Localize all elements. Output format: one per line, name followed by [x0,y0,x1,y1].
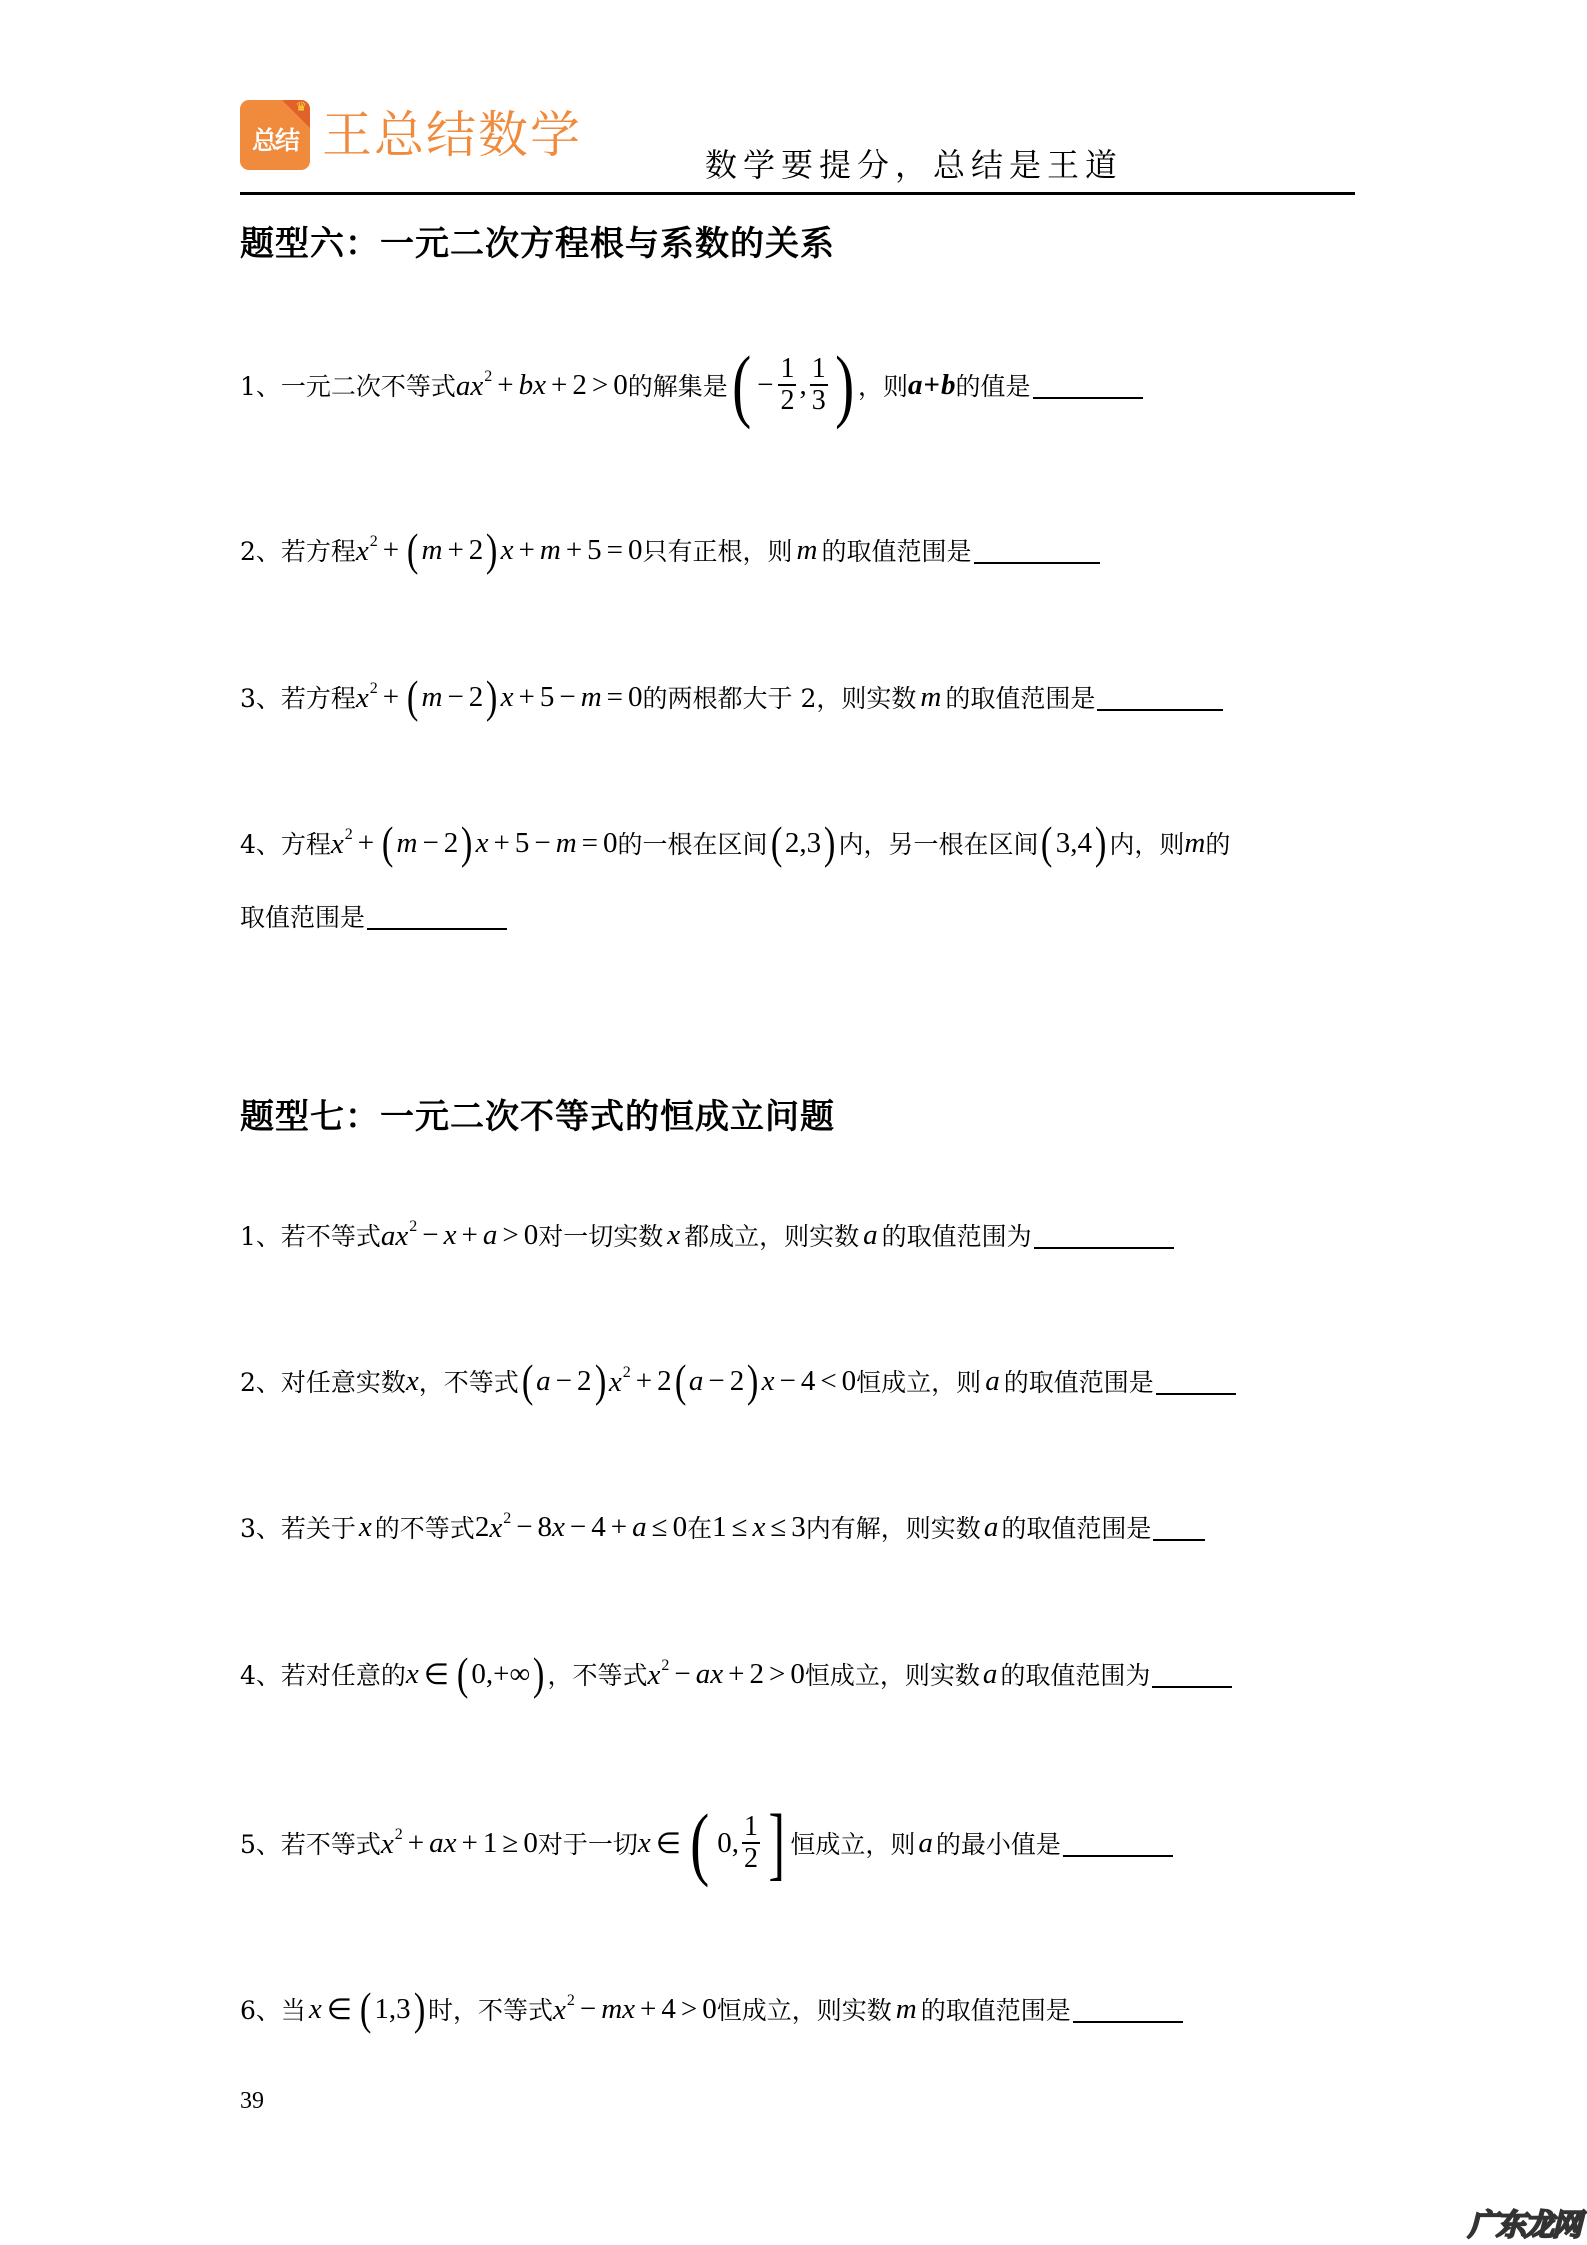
minus-sign: − [422,826,439,859]
math-term: $ax^2$ [455,367,493,402]
question-text: ，不等式 [547,1661,648,1690]
math-term: 2 [443,826,459,859]
answer-blank[interactable] [1153,1515,1205,1541]
plus-sign: + [635,1364,653,1397]
question-text: 时，不等式 [427,1996,553,2025]
plus-sign: + [497,368,514,401]
answer-blank[interactable] [1156,1369,1236,1395]
question-number: 1、 [240,372,281,401]
math-term: mx [601,1992,636,2025]
fraction-one-third: $\frac{1}{3}$ [811,353,826,416]
math-term: a [863,1218,878,1251]
right-paren: ) [413,1983,426,2034]
header-divider [240,192,1355,195]
question-text: 对任意实数 [280,1368,406,1397]
question-7-1 [240,1195,1174,1275]
math-term: m [580,680,602,713]
plus-sign: + [565,533,583,566]
right-paren: ) [486,524,498,575]
logo-name: 王总结数学 [322,106,582,164]
answer-blank[interactable] [1063,1831,1173,1857]
interval: 0,+∞ [471,1657,531,1690]
question-text: 内，另一根在区间 [838,830,1039,859]
right-paren: ) [834,339,854,430]
question-text: 的取值范围是 [920,1996,1071,2025]
math-term: x [443,1218,457,1251]
answer-blank[interactable] [1152,1662,1232,1688]
math-term: x [761,1364,775,1397]
less-than-sign: < [820,1364,837,1397]
math-term: $x^2$ [355,679,378,714]
question-text: 若关于 [280,1514,356,1543]
equals-sign: = [606,680,624,713]
brand-logo [240,100,582,170]
math-term: m [421,533,443,566]
question-text: 的一根在区间 [617,830,768,859]
right-paren: ) [533,1648,545,1699]
math-term: 0 [523,1218,539,1251]
minus-sign: − [516,1510,533,1543]
comma: , [799,368,807,401]
math-term: ax [429,1826,457,1859]
less-equal-sign: ≤ [731,1510,748,1543]
right-paren: ) [1094,817,1107,868]
question-text: 的 [1205,830,1231,859]
math-term: 2 [749,1657,764,1690]
math-term: m [796,533,818,566]
crown-icon: ♛ [295,100,307,115]
left-paren: ( [690,1797,710,1888]
plus-sign: + [640,1992,657,2025]
minus-sign: − [569,1510,587,1543]
math-term: 0 [628,533,643,566]
question-text: 若对任意的 [280,1661,406,1690]
math-term: x [752,1510,766,1543]
math-term: $x^2$ [355,532,378,567]
answer-blank[interactable] [974,538,1100,564]
question-text: 对一切实数 [538,1222,664,1251]
question-text: 的最小值是 [935,1830,1061,1859]
question-7-6 [240,1969,1183,2049]
question-6-2 [240,510,1100,590]
math-term: $x^2$ [552,1991,575,2026]
math-term: 2 [577,1364,592,1397]
plus-sign: + [461,1218,478,1251]
answer-blank[interactable] [1033,373,1143,399]
math-term: 1 [712,1510,727,1543]
question-number: 3、 [240,684,281,713]
equals-sign: = [606,533,624,566]
math-term: $x^2$ [489,1509,512,1544]
plus-sign: + [518,680,535,713]
math-term: $ax^2$ [380,1217,418,1252]
question-6-4 [240,803,1230,883]
question-text: 的两根都大于 2，则实数 [642,684,917,713]
fraction-one-half: $\frac{1}{2}$ [780,353,795,416]
math-term: x [308,1992,322,2025]
math-term: m [396,826,418,859]
minus-sign: − [779,1364,796,1397]
answer-blank[interactable] [367,904,507,930]
logo-badge [240,100,310,170]
question-text: 恒成立，则 [790,1830,916,1859]
greater-than-sign: > [768,1657,786,1690]
question-7-5 [240,1797,1173,1888]
plus-sign: + [461,1826,478,1859]
minus-sign: − [708,1364,725,1397]
left-paren: ( [731,339,751,430]
greater-than-sign: > [680,1992,698,2025]
question-text: 的取值范围是 [945,684,1096,713]
math-term: m [555,826,577,859]
question-7-3 [240,1487,1205,1567]
less-equal-sign: ≤ [651,1510,668,1543]
math-term: a [908,368,923,401]
math-term: a [688,1364,704,1397]
page-number: 39 [240,2088,264,2114]
math-term: 4 [800,1364,816,1397]
left-paren: ( [770,817,782,868]
question-text: 内有解，则实数 [805,1514,981,1543]
math-term: bx [518,368,547,401]
math-term: m [421,680,443,713]
question-6-4-continued [240,876,507,956]
math-term: 0 [613,368,628,401]
question-number: 4、 [240,1661,281,1690]
math-term: 1 [482,1826,498,1859]
math-term: 0 [790,1657,805,1690]
site-watermark: 广东龙网 [1468,2208,1580,2243]
math-term: a [632,1510,647,1543]
question-7-4 [240,1634,1232,1714]
element-of-sign: ∈ [655,1827,681,1860]
logo-badge-text: 总结 [251,126,298,155]
math-term: 2 [468,533,484,566]
math-term: x [637,1826,651,1859]
element-of-sign: ∈ [423,1658,450,1691]
question-number: 1、 [240,1222,281,1251]
question-text: 的解集是 [627,372,728,401]
math-term: a [918,1826,933,1859]
math-term: 0 [603,826,618,859]
math-term: 0 [672,1510,688,1543]
question-text: ，则 [858,372,909,401]
left-paren: ( [407,524,419,575]
question-text: 若不等式 [280,1222,381,1251]
question-text: 的值是 [955,372,1031,401]
plus-sign: + [357,826,375,859]
question-text: 内，则 [1109,830,1185,859]
math-term: x [358,1510,372,1543]
right-paren: ) [747,1355,759,1406]
math-term: x [405,1657,419,1690]
question-number: 4、 [240,830,281,859]
math-term: 2 [657,1364,672,1397]
math-term: 0 [841,1364,857,1397]
plus-sign: + [610,1510,628,1543]
math-term: x [475,826,489,859]
math-term: 5 [539,680,555,713]
left-paren: ( [359,1983,372,2034]
math-term: m [895,1992,917,2025]
plus-sign: + [382,680,400,713]
question-text: 当 [280,1996,306,2025]
section-title-7: 题型七：一元二次不等式的恒成立问题 [240,1097,835,1137]
right-paren: ) [594,1355,606,1406]
greater-than-sign: > [502,1218,519,1251]
minus-sign: − [674,1657,691,1690]
slogan: 数学要提分，总结是王道 [705,146,1124,184]
right-paren: ) [824,817,836,868]
math-term: m [920,680,942,713]
plus-sign: + [493,826,510,859]
question-7-2 [240,1341,1236,1421]
plus-sign: + [923,368,941,401]
left-paren: ( [674,1355,686,1406]
math-term: $x^2$ [330,825,353,860]
question-text: 恒成立，则实数 [804,1661,980,1690]
question-number: 2、 [240,1368,281,1397]
right-paren: ) [461,817,473,868]
question-text: 取值范围是 [240,903,366,932]
question-text: 若不等式 [280,1830,381,1859]
question-text: 一元二次不等式 [280,372,456,401]
question-6-3 [240,657,1223,737]
question-text: 恒成立，则实数 [716,1996,892,2025]
minus-sign: − [534,826,551,859]
left-paren: ( [521,1355,534,1406]
math-term: 8 [537,1510,553,1543]
math-term: m [539,533,561,566]
math-term: x [552,1510,565,1543]
element-of-sign: ∈ [326,1993,353,2026]
left-paren: ( [456,1648,469,1699]
minus-sign: − [559,680,576,713]
question-text: 只有正根，则 [642,537,793,566]
minus-sign: − [447,680,464,713]
math-term: 4 [661,1992,676,2025]
math-term: 4 [591,1510,606,1543]
minus-sign: − [757,368,774,401]
math-term: x [667,1218,681,1251]
math-term: 2 [474,1510,490,1543]
left-paren: ( [382,817,394,868]
answer-blank[interactable] [1073,1997,1183,2023]
math-term: a [985,1364,1000,1397]
minus-sign: − [555,1364,572,1397]
question-text: ，不等式 [418,1368,519,1397]
math-term: 0, [717,1826,740,1859]
plus-sign: + [447,533,464,566]
greater-equal-sign: ≥ [502,1826,519,1859]
fraction-one-half: $\frac{1}{2}$ [744,1811,759,1874]
plus-sign: + [551,368,568,401]
question-6-1 [240,339,1143,430]
math-term: 0 [702,1992,717,2025]
question-text: 若方程 [280,537,356,566]
question-text: 在 [687,1514,713,1543]
plus-sign: + [382,533,400,566]
minus-sign: − [579,1992,597,2025]
math-term: 2 [572,368,587,401]
math-term: m [1184,826,1206,859]
math-term: 0 [523,1826,538,1859]
interval: 3,4 [1055,826,1093,859]
math-term: a [982,1657,998,1690]
question-text: 的取值范围是 [821,537,972,566]
section-title-6: 题型六：一元二次方程根与系数的关系 [240,224,835,264]
math-term: x [500,680,514,713]
question-number: 6、 [240,1996,281,2025]
math-term: 2 [729,1364,745,1397]
math-term: 5 [587,533,602,566]
greater-than-sign: > [591,368,609,401]
math-term: 2 [468,680,484,713]
left-paren: ( [1041,817,1053,868]
plus-sign: + [518,533,535,566]
question-text: 都成立，则实数 [684,1222,860,1251]
plus-sign: + [407,1826,425,1859]
question-number: 2、 [240,537,281,566]
right-paren: ) [486,671,498,722]
minus-sign: − [422,1218,439,1251]
math-term: b [941,368,956,401]
question-text: 的取值范围为 [1000,1661,1151,1690]
less-equal-sign: ≤ [770,1510,787,1543]
question-number: 5、 [240,1830,281,1859]
question-text: 的不等式 [374,1514,475,1543]
math-term: ax [695,1657,724,1690]
question-number: 3、 [240,1514,281,1543]
math-term: $x^2$ [380,1825,403,1860]
interval: 1,3 [374,1992,411,2025]
question-text: 若方程 [280,684,356,713]
question-text: 的取值范围是 [1001,1514,1152,1543]
answer-blank[interactable] [1034,1223,1174,1249]
math-term: a [983,1510,999,1543]
math-term: x [500,533,514,566]
question-text: 方程 [280,830,331,859]
plus-sign: + [728,1657,745,1690]
math-term: $x^2$ [647,1656,670,1691]
math-term: a [482,1218,498,1251]
question-text: 的取值范围是 [1003,1368,1154,1397]
right-bracket: ] [768,1797,785,1888]
math-term: 5 [514,826,530,859]
answer-blank[interactable] [1097,685,1223,711]
question-text: 恒成立，则 [856,1368,982,1397]
math-term: x [405,1364,419,1397]
math-term: $x^2$ [608,1363,631,1398]
question-text: 的取值范围为 [881,1222,1032,1251]
math-term: 3 [791,1510,806,1543]
equals-sign: = [581,826,599,859]
interval: 2,3 [784,826,822,859]
left-paren: ( [407,671,419,722]
question-text: 对于一切 [537,1830,638,1859]
math-term: 0 [628,680,643,713]
math-term: a [536,1364,551,1397]
